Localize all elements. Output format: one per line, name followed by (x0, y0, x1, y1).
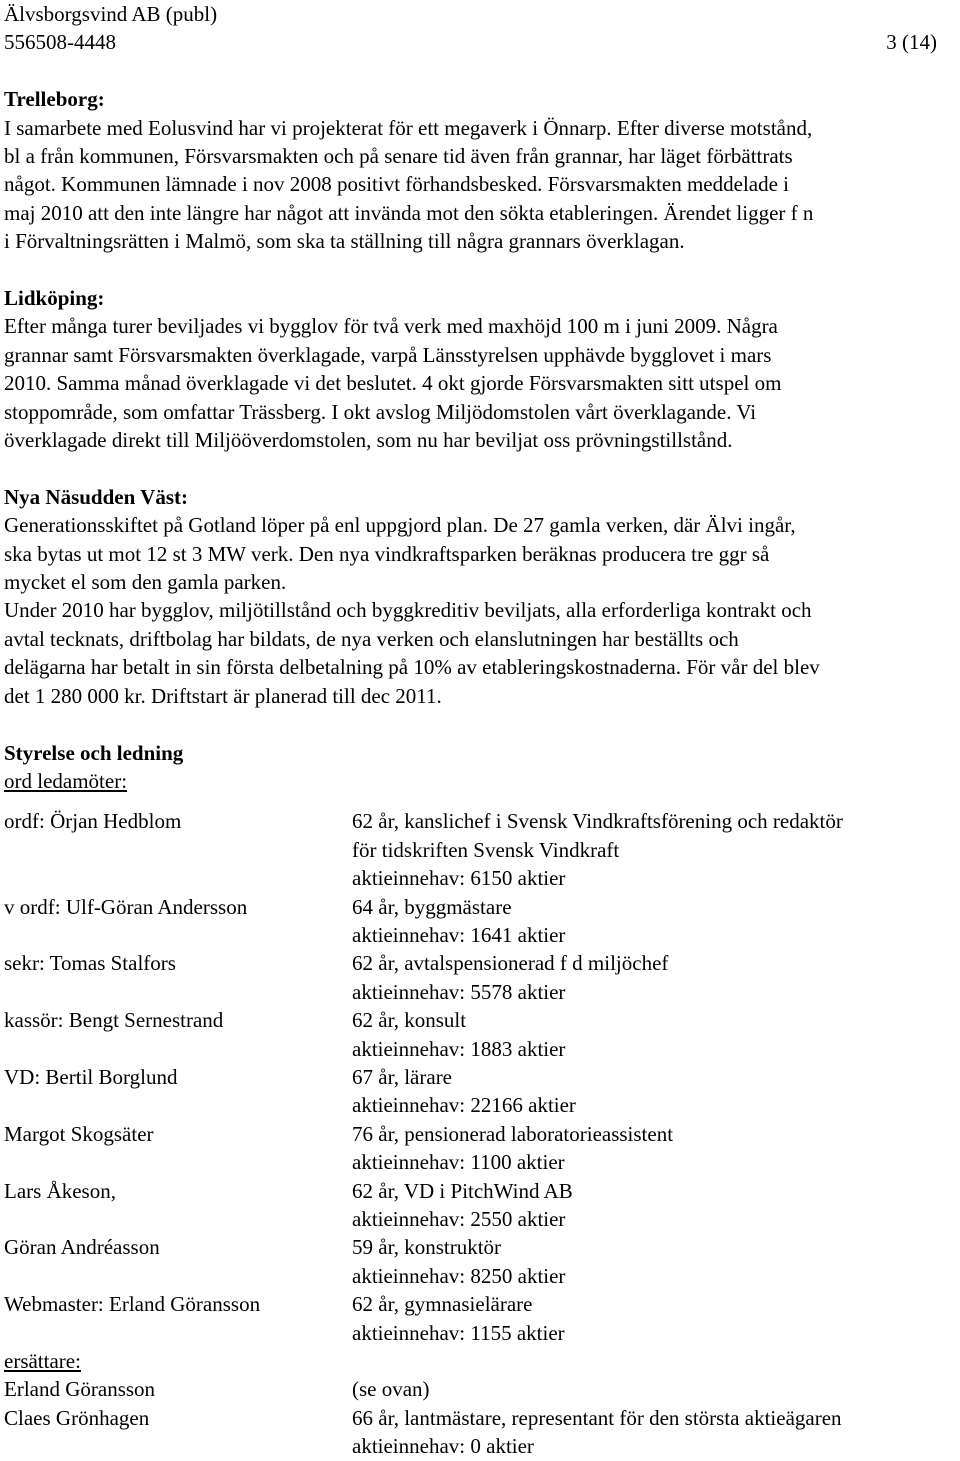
board-member (4, 1063, 954, 1120)
member-details (352, 1006, 954, 1063)
page-number: 3 (14) (886, 30, 937, 55)
board-member (4, 1006, 954, 1063)
member-details (352, 1404, 954, 1461)
member-detail-line: 59 år, konstruktör (352, 1235, 502, 1260)
org-number: 556508-4448 (4, 30, 116, 55)
member-detail-line: 62 år, avtalspensionerad f d miljöchef (352, 951, 669, 976)
member-detail-line: aktieinnehav: 22166 aktier (352, 1093, 576, 1118)
board-member (4, 1120, 954, 1177)
member-name: Erland Göransson (4, 1377, 156, 1402)
text-line: 2010. Samma månad överklagade vi det beslutet. 4 okt gjorde Försvarsmakten sitt utspel om (4, 371, 782, 396)
member-detail-line: 66 år, lantmästare, representant för den största aktieägaren (352, 1405, 842, 1430)
board-member (4, 893, 954, 950)
member-details (352, 1063, 954, 1120)
text-line: det 1 280 000 kr. Driftstart är planerad till dec 2011. (4, 683, 442, 708)
member-name: Göran Andréasson (4, 1235, 160, 1260)
member-details (352, 1233, 954, 1290)
text-line: överklagade direkt till Miljööverdomstolen, som nu har beviljat oss prövningstillstånd. (4, 428, 733, 453)
member-details (352, 1120, 954, 1177)
member-detail-line: för tidskriften Svensk Vindkraft (352, 837, 620, 862)
paragraph (4, 596, 954, 710)
member-name: VD: Bertil Borglund (4, 1064, 178, 1089)
member-detail-line: aktieinnehav: 1641 aktier (352, 922, 566, 947)
spacer (4, 454, 954, 482)
member-detail-line: 62 år, gymnasielärare (352, 1292, 533, 1317)
member-details (352, 1290, 954, 1347)
board-member (4, 949, 954, 1006)
member-name: kassör: Bengt Sernestrand (4, 1008, 224, 1033)
section-nya-nasudden-vast (4, 483, 954, 710)
text-line: Efter många turer beviljades vi bygglov för två verk med maxhöjd 100 m i juni 2009. Några (4, 314, 778, 339)
member-detail-line: aktieinnehav: 6150 aktier (352, 866, 566, 891)
text-line: delägarna har betalt in sin första delbetalning på 10% av etableringskostnaderna. För vår del blev (4, 655, 820, 680)
section-title: Trelleborg: (4, 87, 105, 112)
spacer (4, 57, 954, 85)
text-line: mycket el som den gamla parken. (4, 570, 287, 595)
member-name: sekr: Tomas Stalfors (4, 951, 176, 976)
board-member (4, 807, 954, 892)
section-title: Nya Näsudden Väst: (4, 484, 188, 509)
member-detail-line: aktieinnehav: 1155 aktier (352, 1320, 565, 1345)
member-detail-line: 64 år, byggmästare (352, 894, 512, 919)
text-line: något. Kommunen lämnade i nov 2008 positivt förhandsbesked. Försvarsmakten meddelade i (4, 172, 790, 197)
member-detail-line: (se ovan) (352, 1377, 430, 1402)
member-details (352, 949, 954, 1006)
deputy-member (4, 1404, 954, 1461)
member-name: Webmaster: Erland Göransson (4, 1292, 261, 1317)
text-line: Under 2010 har bygglov, miljötillstånd och byggkreditiv beviljats, alla erforderliga kontrakt och (4, 598, 812, 623)
text-line: I samarbete med Eolusvind har vi projekterat för ett megaverk i Önnarp. Efter diverse motstånd, (4, 115, 813, 140)
member-detail-line: 62 år, VD i PitchWind AB (352, 1178, 573, 1203)
member-name: Margot Skogsäter (4, 1121, 154, 1146)
member-detail-line: 67 år, lärare (352, 1064, 453, 1089)
ordinary-members-label: ord ledamöter: (4, 768, 128, 793)
text-line: stoppområde, som omfattar Trässberg. I okt avslog Miljödomstolen vårt överklagande. Vi (4, 399, 757, 424)
member-detail-line: 62 år, kanslichef i Svensk Vindkraftsförening och redaktör (352, 809, 843, 834)
member-detail-line: aktieinnehav: 1100 aktier (352, 1150, 565, 1175)
member-detail-line: aktieinnehav: 1883 aktier (352, 1036, 566, 1061)
deputy-member (4, 1375, 954, 1403)
member-name: Claes Grönhagen (4, 1405, 150, 1430)
member-detail-line: 62 år, konsult (352, 1008, 467, 1033)
text-line: maj 2010 att den inte längre har något att invända mot den sökta etableringen. Ärendet ligger f n (4, 200, 814, 225)
spacer (4, 795, 954, 807)
paragraph (4, 312, 954, 454)
document-page (4, 0, 954, 1461)
member-details (352, 1177, 954, 1234)
text-line: bl a från kommunen, Försvarsmakten och på senare tid även från grannar, har läget förbättrats (4, 144, 793, 169)
member-details (352, 807, 954, 892)
company-name: Älvsborgsvind AB (publ) (4, 2, 218, 26)
member-detail-line: aktieinnehav: 0 aktier (352, 1434, 534, 1459)
text-line: Generationsskiftet på Gotland löper på enl uppgjord plan. De 27 gamla verken, där Älvi ingår, (4, 513, 796, 538)
section-trelleborg (4, 85, 954, 255)
board-member (4, 1290, 954, 1347)
member-name: ordf: Örjan Hedblom (4, 809, 182, 834)
board-section (4, 739, 954, 1461)
text-line: grannar samt Försvarsmakten överklagade, varpå Länsstyrelsen upphävde bygglovet i mars (4, 342, 772, 367)
section-lidkoping (4, 284, 954, 454)
member-name: v ordf: Ulf-Göran Andersson (4, 894, 248, 919)
text-line: avtal tecknats, driftbolag har bildats, de nya verken och elanslutningen har beställts och (4, 626, 739, 651)
spacer (4, 256, 954, 284)
section-title: Styrelse och ledning (4, 740, 184, 765)
text-line: i Förvaltningsrätten i Malmö, som ska ta ställning till några grannars överklagan. (4, 229, 685, 254)
member-detail-line: aktieinnehav: 8250 aktier (352, 1263, 566, 1288)
spacer (4, 710, 954, 738)
board-member (4, 1177, 954, 1234)
section-title: Lidköping: (4, 286, 105, 311)
deputies-label: ersättare: (4, 1349, 81, 1374)
member-details (352, 1375, 954, 1403)
board-member (4, 1233, 954, 1290)
member-detail-line: aktieinnehav: 5578 aktier (352, 979, 566, 1004)
text-line: ska bytas ut mot 12 st 3 MW verk. Den nya vindkraftsparken beräknas producera tre ggr så (4, 541, 770, 566)
header-line (4, 28, 937, 56)
member-name: Lars Åkeson, (4, 1178, 116, 1203)
paragraph (4, 114, 954, 256)
document-header (4, 0, 954, 57)
paragraph (4, 511, 954, 596)
member-detail-line: aktieinnehav: 2550 aktier (352, 1207, 566, 1231)
member-details (352, 893, 954, 950)
member-detail-line: 76 år, pensionerad laboratorieassistent (352, 1121, 674, 1146)
